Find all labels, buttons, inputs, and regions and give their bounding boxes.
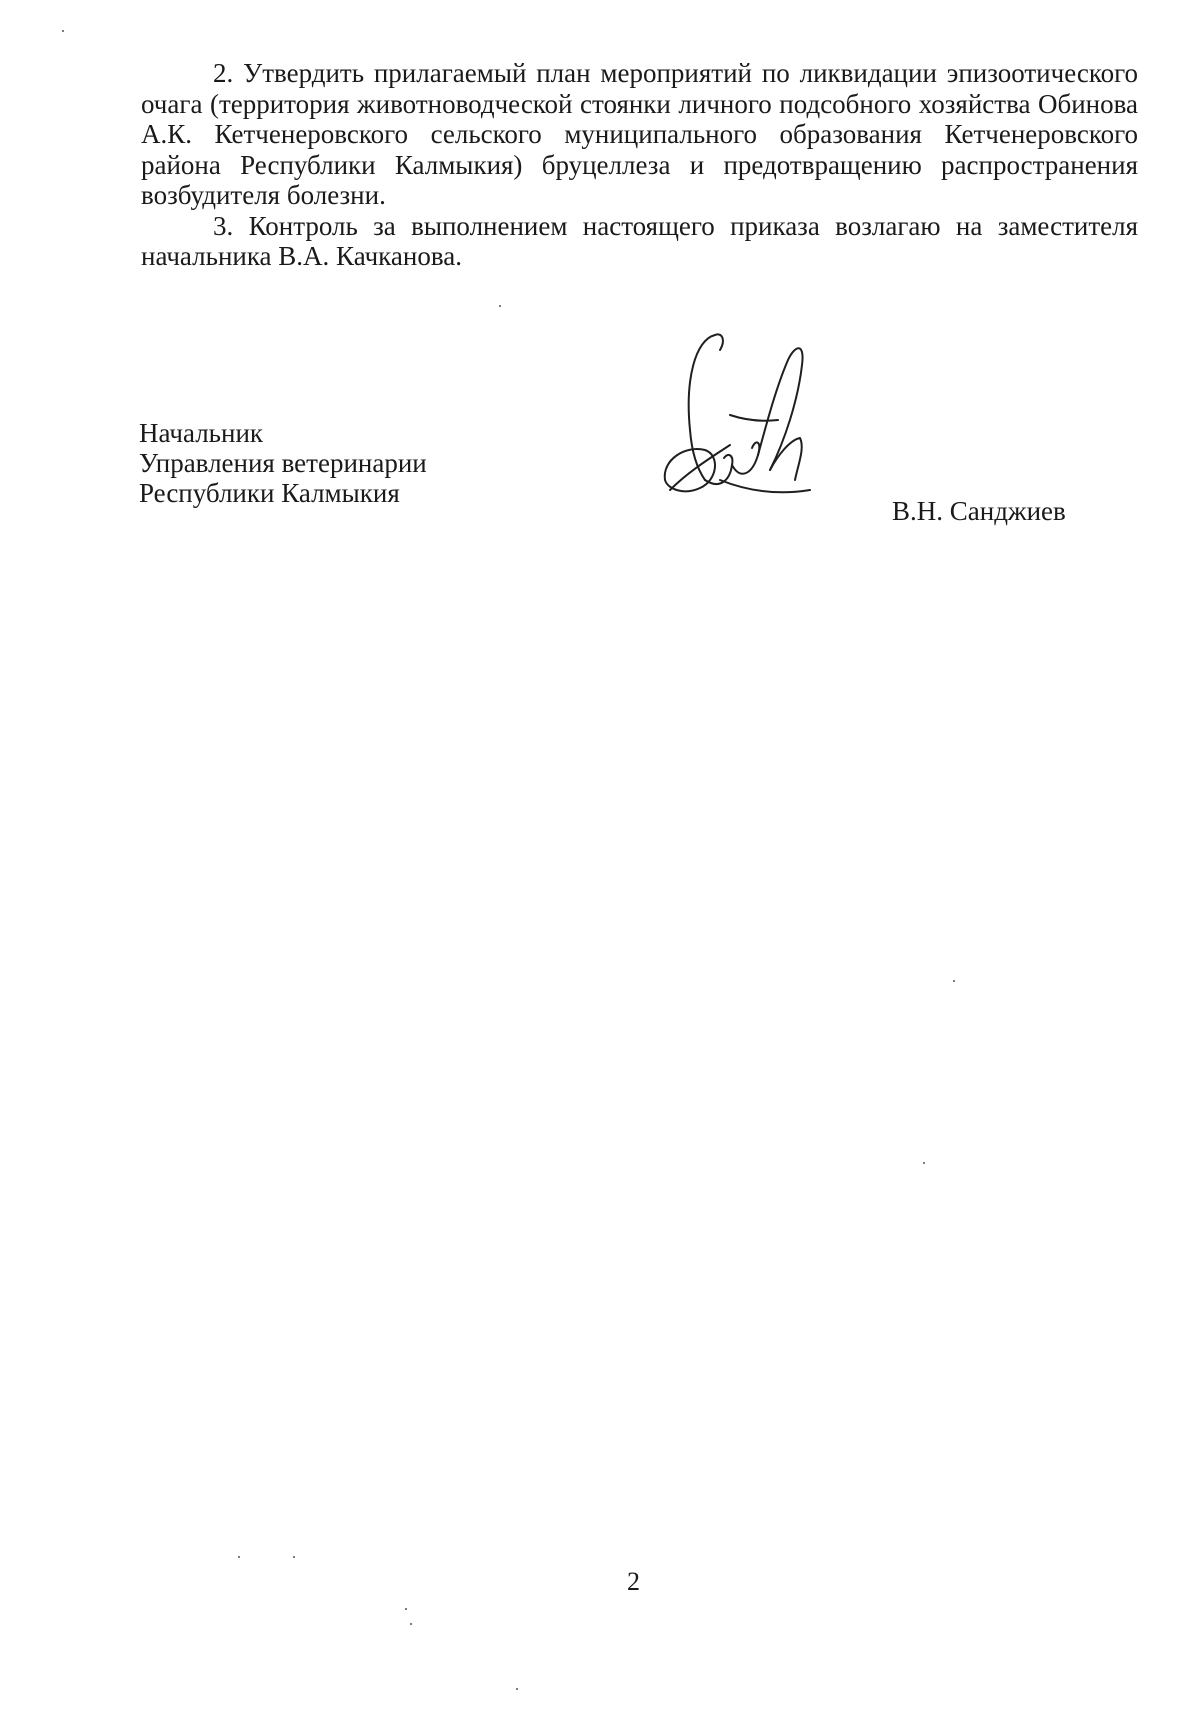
position-line-3: Республики Калмыкия xyxy=(139,478,400,508)
signer-name: В.Н. Санджиев xyxy=(892,496,1066,526)
paragraph-item-2: 2. Утвердить прилагаемый план мероприятий по ликвидации эпизоотического очага (территория животноводческой стоянки личного подсобного хозяйства Обинова А.К. Кетченеровского сельского муниципального образования Кетченеровского района Республики Калмыкия) бруцеллеза и предотвращению распространения возбудителя болезни. xyxy=(141,58,1138,210)
paragraph-item-3: 3. Контроль за выполнением настоящего приказа возлагаю на заместителя начальника В.А. Качканова. xyxy=(141,210,1138,271)
document-body xyxy=(141,58,1138,272)
signatory-position xyxy=(139,418,427,508)
scan-speck xyxy=(953,980,955,982)
scan-speck xyxy=(410,1623,412,1625)
page-number: 2 xyxy=(627,1567,640,1596)
position-line-2: Управления ветеринарии xyxy=(139,448,427,478)
scan-speck xyxy=(499,305,501,307)
position-line-1: Начальник xyxy=(139,418,264,448)
scan-speck xyxy=(293,1556,295,1558)
scan-speck xyxy=(405,1608,407,1610)
scan-speck xyxy=(923,1162,925,1164)
scan-speck xyxy=(62,30,64,32)
scan-speck xyxy=(516,1688,518,1690)
scan-speck xyxy=(238,1556,240,1558)
handwritten-signature xyxy=(660,330,840,510)
